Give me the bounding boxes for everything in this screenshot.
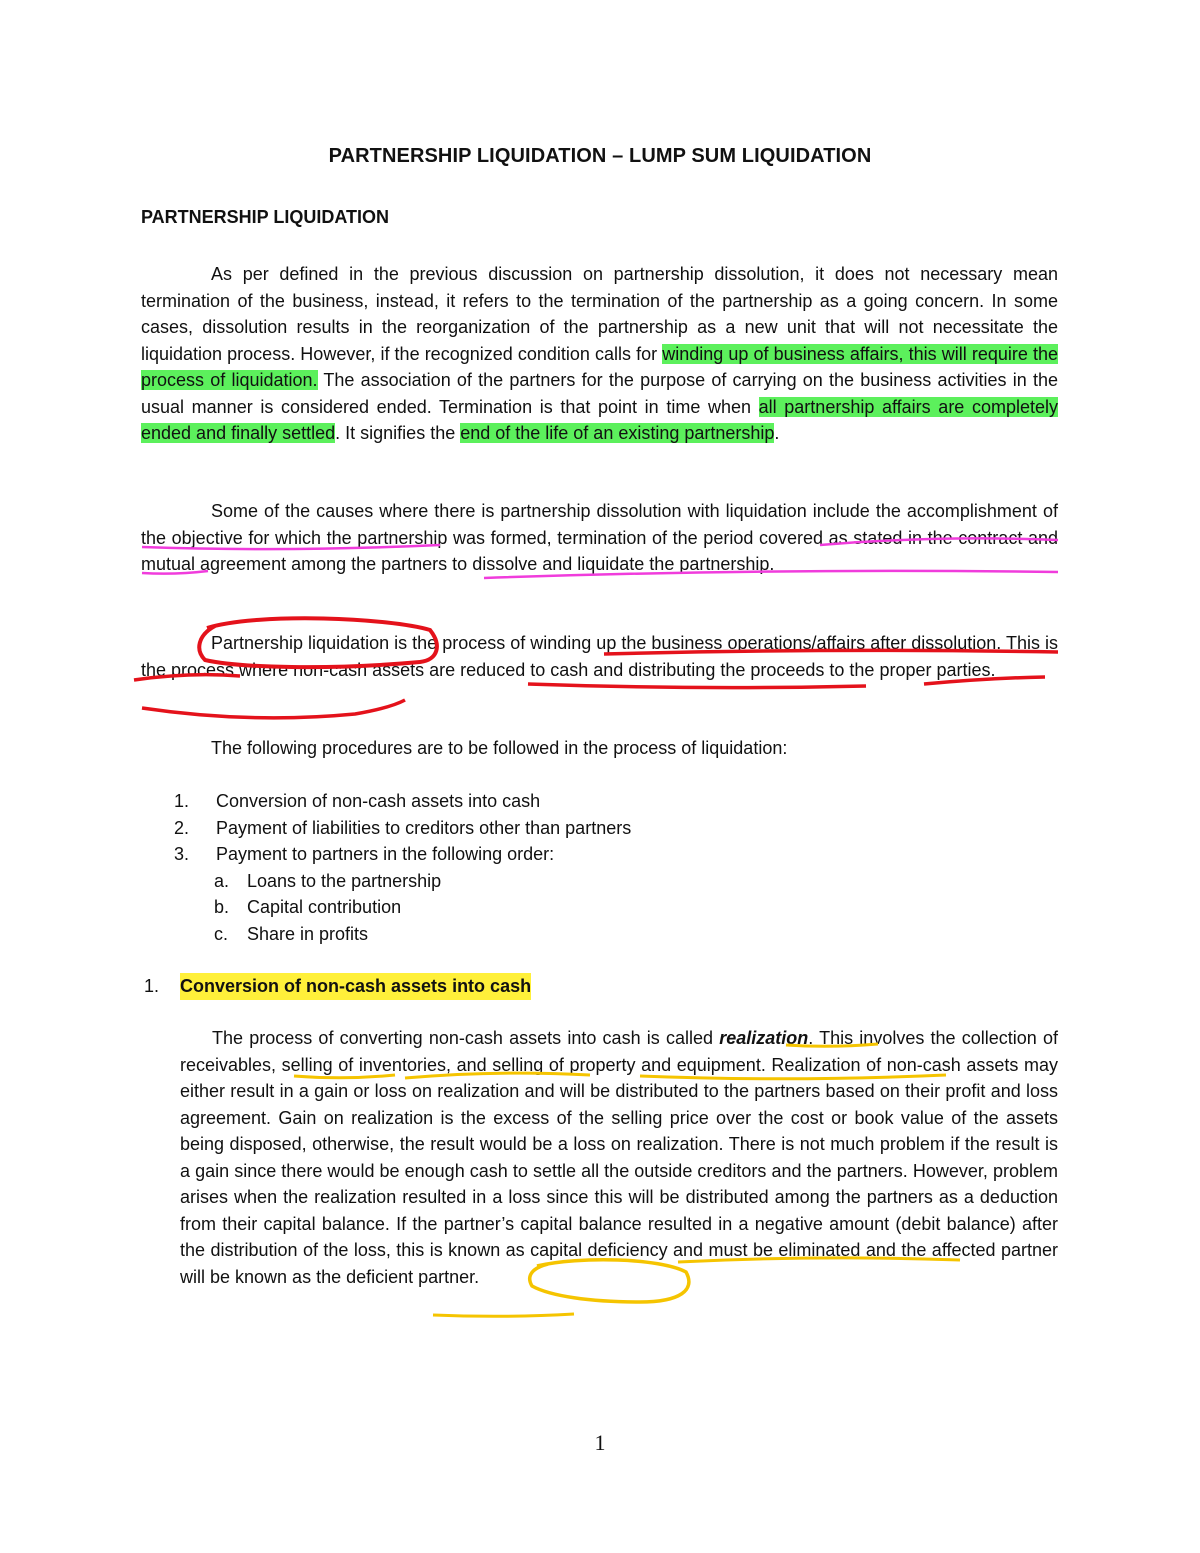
realization-text-a: The process of converting non-cash assets into cash is called xyxy=(212,1028,720,1048)
list-subitem: a. Loans to the partnership xyxy=(214,870,442,891)
list-item: 1. Conversion of non-cash assets into cash xyxy=(174,791,541,811)
realization-text-b: . This involves the collection of receivables, selling of inventories, and selling of property and equipment. Realization of non-cash assets may either result in a gain or loss on realization and will be distributed to the partners based on their profit and loss agreement. Gain on realization is the excess of the selling price over the cost or book value of the assets being disposed, otherwise, the result would be a loss on realization. There is not much problem if the result is a gain since there would be enough cash to settle all the outside creditors and the partners. However, problem arises when the realization resulted in a loss since this will be distributed among the partners as a deduction from their capital balance. If the partner’s capital balance resulted in a negative amount (debit balance) after the distribution of the loss, this is known as capital deficiency and must be eliminated and the affected partner will be known as the deficient partner. xyxy=(180,1028,1058,1287)
procedures-intro-text: The following procedures are to be followed in the process of liquidation: xyxy=(211,738,788,758)
causes-text: Some of the causes where there is partnership dissolution with liquidation include the accomplishment of the objective for which the partnership was formed, termination of the period covered as stated in the contract and mutual agreement among the partners to dissolve and liquidate the partnership. xyxy=(141,501,1058,574)
paragraph-procedures-intro xyxy=(141,735,1058,762)
intro-text-c: . It signifies the xyxy=(335,423,461,443)
intro-text-b: The association of the partners for the purpose of carrying on the business activities in the usual manner is considered ended. Termination is that point in time when xyxy=(141,370,1058,417)
section-heading: PARTNERSHIP LIQUIDATION xyxy=(141,207,390,227)
realization-term: realization xyxy=(719,1028,809,1048)
subsection-heading-highlight: Conversion of non-cash assets into cash xyxy=(180,973,531,1000)
procedures-list xyxy=(141,788,1058,947)
paragraph-realization xyxy=(180,1025,1058,1290)
intro-text-d: . xyxy=(774,423,780,443)
highlight-winding-up: winding up of business affairs, this will require the process of liquidation. xyxy=(141,343,1059,390)
paragraph-intro xyxy=(141,261,1058,447)
list-subitem: c. Share in profits xyxy=(214,923,369,944)
paragraph-causes xyxy=(141,498,1058,578)
document-page: PARTNERSHIP LIQUIDATION – LUMP SUM LIQUIDATION PARTNERSHIP LIQUIDATION As per defined in the previous discussion on partnership dissolution, it does not necessary mean termination of the business, instead, it refers to the termination of the partnership as a going concern. In some cases, dissolution results in the reorganization of the partnership as a new unit that will not necessitate the liquidation process. However, if the recognized condition calls for winding up of business affairs, this will require the process of liquidation. The association of the partners for the purpose of carrying on the business activities in the usual manner is considered ended. Termination is that point in time when all partnership affairs are completely ended and finally settled. It signifies the end of the life of an existing partnership. Some of the causes where there is partnership dissolution with liquidation include the accomplishment of the objective for which the partnership was formed, termination of the period covered as stated in the contract and mutual agreement among the partners to dissolve and liquidate the partnership. Partnership liquidation is the process of winding up the business operations/affairs after dissolution. This is the process where non-cash assets are reduced to cash and distributing the proceeds to the proper parties. The following procedures are to be followed in the process of liquidation: 1. Conversion of non-cash assets into cash 2. Payment of liabilities to creditors other than partners 3. Payment to partners in the following order: a. Loans to the partnership b. Capital contribution c. Share in profits 1. Conversion of non-cash assets into cash The process of converting non-cash assets into cash is called realization. This involves the collection of receivables, selling of inventories, and selling of property and equipment. Realization of non-cash assets may either result in a gain or loss on realization and will be distributed to the partners based on their profit and loss agreement. Gain on realization is the excess of the selling price over the cost or book value of the assets being disposed, otherwise, the result would be a loss on realization. There is not much problem if the result is a gain since there would be enough cash to settle all the outside creditors and the partners. However, problem arises when the realization resulted in a loss since this will be distributed among the partners as a deduction from their capital balance. If the partner’s capital balance resulted in a negative amount (debit balance) after the distribution of the loss, this is known as capital deficiency and must be eliminated and the affected partner will be known as the deficient partner. 1 xyxy=(0,0,1200,1553)
document-title: PARTNERSHIP LIQUIDATION – LUMP SUM LIQUIDATION xyxy=(328,145,872,167)
red-underline-non-cash xyxy=(528,684,866,688)
highlight-end-of-life: end of the life of an existing partnership xyxy=(460,423,775,443)
definition-text: Partnership liquidation is the process of winding up the business operations/affairs after dissolution. This is the process where non-cash assets are reduced to cash and distributing the proceeds to the proper parties. xyxy=(141,633,1058,680)
list-item: 3. Payment to partners in the following order: xyxy=(174,844,555,864)
highlight-affairs-settled: all partnership affairs are completely ended and finally settled xyxy=(141,396,1058,443)
yellow-underline-deficient-partner xyxy=(433,1314,574,1316)
red-underline-proceeds xyxy=(142,700,405,718)
page-number: 1 xyxy=(594,1430,606,1455)
intro-text-a: As per defined in the previous discussion on partnership dissolution, it does not necessary mean termination of the business, instead, it refers to the termination of the partnership as a going concern. In some cases, dissolution results in the reorganization of the partnership as a new unit that will not necessitate the liquidation process. However, if the recognized condition calls for xyxy=(141,264,1058,364)
list-subitem: b. Capital contribution xyxy=(214,897,402,917)
paragraph-definition xyxy=(141,630,1058,683)
list-item: 2. Payment of liabilities to creditors other than partners xyxy=(174,817,632,838)
